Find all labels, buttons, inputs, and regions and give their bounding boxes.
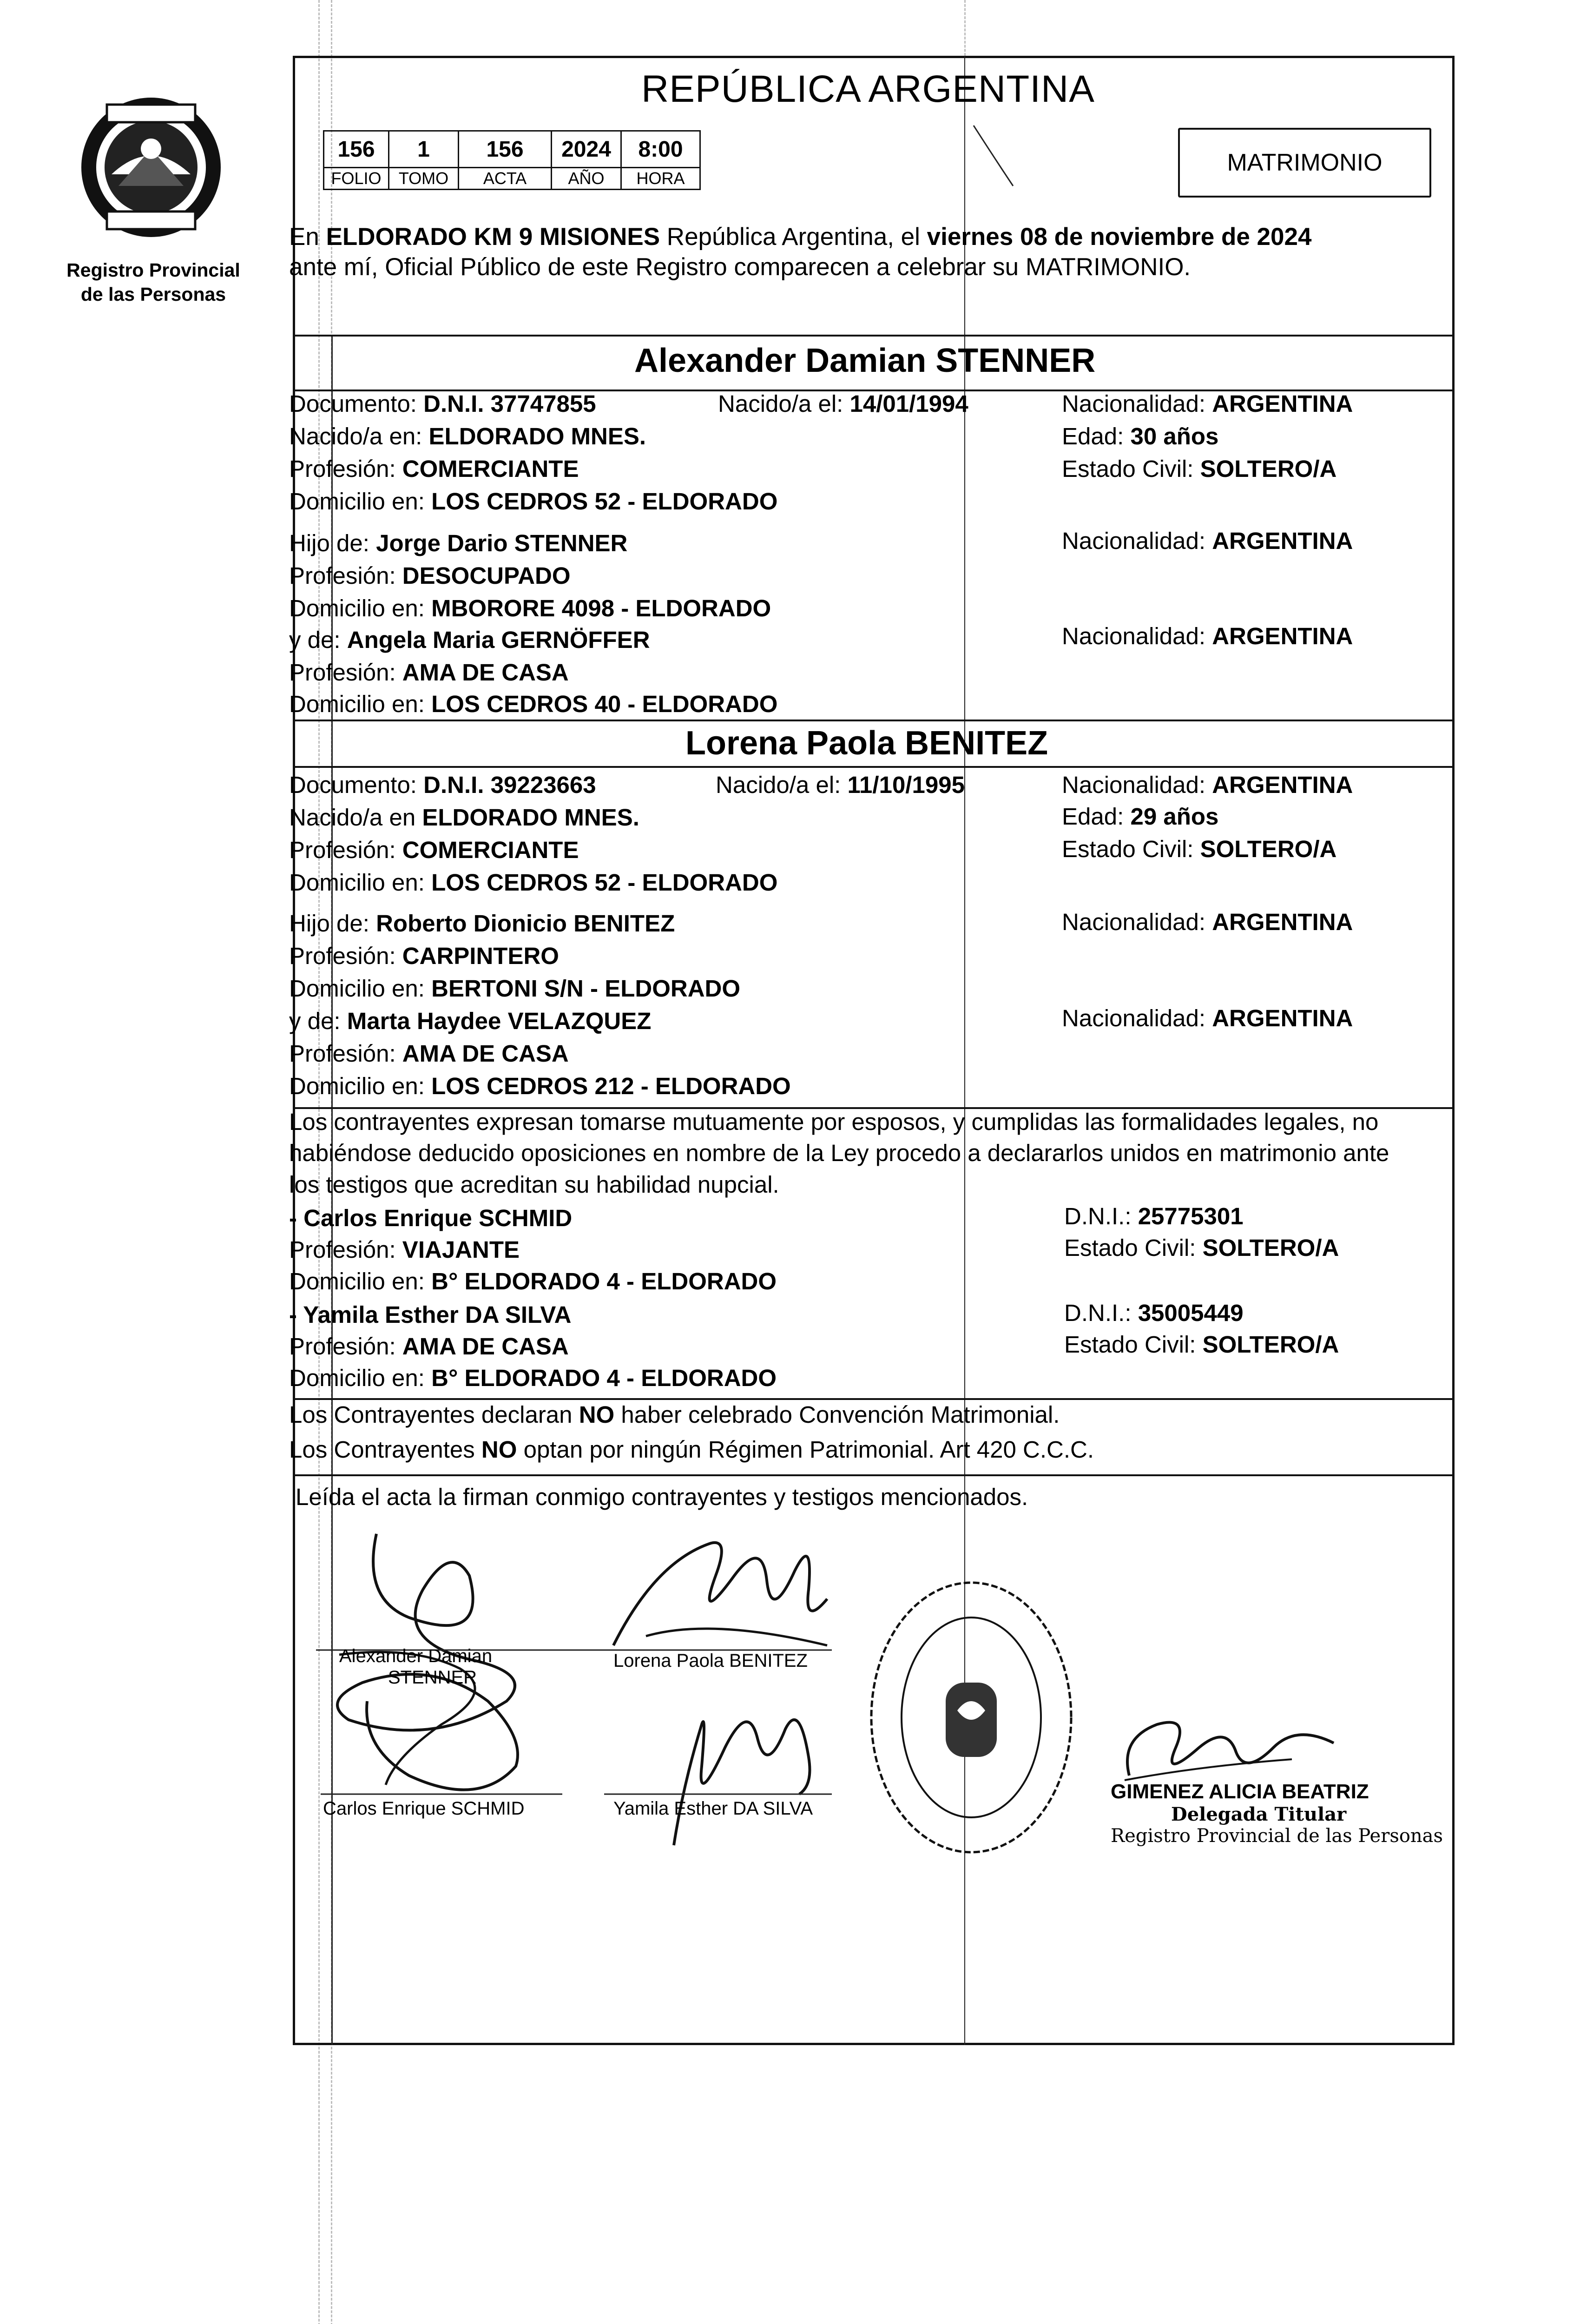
divider (293, 1474, 1455, 1476)
convention-line-2: Los Contrayentes NO optan por ningún Régimen Patrimonial. Art 420 C.C.C. (289, 1436, 1094, 1463)
spouse2-mother-profession: Profesión: AMA DE CASA (289, 1040, 569, 1067)
intro-line-1: En ELDORADO KM 9 MISIONES República Argentina, el viernes 08 de noviembre de 2024 (289, 223, 1312, 251)
anio-value: 2024 (552, 131, 621, 168)
intro-line-2: ante mí, Oficial Público de este Registro comparecen a celebrar su MATRIMONIO. (289, 253, 1191, 281)
pen-stroke-icon (971, 121, 1018, 191)
witness2-name: - Yamila Esther DA SILVA (289, 1301, 572, 1328)
spouse2-mother: y de: Marta Haydee VELAZQUEZ (289, 1008, 652, 1034)
folio-label: FOLIO (324, 168, 389, 190)
declaration-line-1: Los contrayentes expresan tomarse mutuamente por esposos, y cumplidas las formalidades legales, no (289, 1109, 1379, 1135)
record-table (323, 130, 701, 190)
witness1-civil-status: Estado Civil: SOLTERO/A (1064, 1235, 1339, 1261)
closing-line: Leída el acta la firman conmigo contrayentes y testigos mencionados. (296, 1484, 1028, 1510)
spouse2-father-address: Domicilio en: BERTONI S/N - ELDORADO (289, 975, 741, 1002)
spouse1-age: Edad: 30 años (1062, 423, 1219, 449)
folio-value: 156 (324, 131, 389, 168)
declaration-line-3: los testigos que acreditan su habilidad nupcial. (289, 1171, 779, 1198)
act-type-box (1178, 128, 1431, 198)
spouse2-age: Edad: 29 años (1062, 803, 1219, 830)
witness2-address: Domicilio en: B° ELDORADO 4 - ELDORADO (289, 1365, 777, 1391)
spouse2-mother-nationality: Nacionalidad: ARGENTINA (1062, 1005, 1353, 1031)
spouse2-nationality: Nacionalidad: ARGENTINA (1062, 772, 1353, 798)
provincial-seal-icon (74, 93, 228, 246)
acta-value: 156 (459, 131, 552, 168)
spouse2-father-nationality: Nacionalidad: ARGENTINA (1062, 909, 1353, 935)
spouse1-father-nationality: Nacionalidad: ARGENTINA (1062, 528, 1353, 554)
spouse1-name: Alexander Damian STENNER (634, 342, 1096, 379)
spouse1-nationality: Nacionalidad: ARGENTINA (1062, 390, 1353, 417)
witness1-address: Domicilio en: B° ELDORADO 4 - ELDORADO (289, 1268, 777, 1294)
spouse1-address: Domicilio en: LOS CEDROS 52 - ELDORADO (289, 488, 778, 515)
witness1-dni: D.N.I.: 25775301 (1064, 1203, 1244, 1229)
spouse1-father: Hijo de: Jorge Dario STENNER (289, 530, 628, 556)
acta-label: ACTA (459, 168, 552, 190)
divider (293, 335, 1455, 337)
spouse1-mother-nationality: Nacionalidad: ARGENTINA (1062, 623, 1353, 649)
scan-line (964, 0, 966, 56)
spouse1-born-on: Nacido/a el: 14/01/1994 (718, 390, 968, 417)
spouse1-father-profession: Profesión: DESOCUPADO (289, 562, 571, 589)
hora-value: 8:00 (621, 131, 700, 168)
spouse2-mother-address: Domicilio en: LOS CEDROS 212 - ELDORADO (289, 1073, 791, 1099)
act-type: MATRIMONIO (1227, 149, 1382, 176)
spouse1-born-in: Nacido/a en: ELDORADO MNES. (289, 423, 646, 449)
official-name: GIMENEZ ALICIA BEATRIZ (1111, 1780, 1369, 1803)
official-role: Delegada Titular (1171, 1803, 1347, 1825)
signature4-label: Yamila Esther DA SILVA (613, 1798, 813, 1819)
official-org: Registro Provincial de las Personas (1111, 1825, 1443, 1847)
spouse1-mother-address: Domicilio en: LOS CEDROS 40 - ELDORADO (289, 691, 778, 717)
divider (293, 720, 1455, 721)
spouse2-address: Domicilio en: LOS CEDROS 52 - ELDORADO (289, 869, 778, 896)
convention-line-1: Los Contrayentes declaran NO haber celebrado Convención Matrimonial. (289, 1401, 1060, 1428)
spouse1-doc: Documento: D.N.I. 37747855 (289, 390, 596, 417)
declaration-line-2: habiéndose deducido oposiciones en nombre de la Ley procedo a declararlos unidos en matrimonio ante (289, 1140, 1389, 1166)
witness1-name: - Carlos Enrique SCHMID (289, 1205, 573, 1231)
hora-label: HORA (621, 168, 700, 190)
spouse2-civil-status: Estado Civil: SOLTERO/A (1062, 836, 1337, 862)
witness2-dni: D.N.I.: 35005449 (1064, 1300, 1244, 1326)
spouse2-doc: Documento: D.N.I. 39223663 (289, 772, 596, 798)
witness2-profession: Profesión: AMA DE CASA (289, 1333, 569, 1360)
registry-stamp-icon (862, 1571, 1080, 1864)
page-title: REPÚBLICA ARGENTINA (641, 68, 1095, 110)
witness2-civil-status: Estado Civil: SOLTERO/A (1064, 1331, 1339, 1358)
tomo-label: TOMO (389, 168, 459, 190)
witness1-profession: Profesión: VIAJANTE (289, 1236, 520, 1263)
official-block (1111, 1780, 1443, 1847)
spouse1-mother-profession: Profesión: AMA DE CASA (289, 659, 569, 686)
spouse2-father: Hijo de: Roberto Dionicio BENITEZ (289, 910, 675, 937)
divider (293, 1398, 1455, 1400)
signature2-label: Lorena Paola BENITEZ (613, 1651, 808, 1671)
spouse2-born-in: Nacido/a en ELDORADO MNES. (289, 804, 639, 831)
spouse2-father-profession: Profesión: CARPINTERO (289, 943, 559, 969)
spouse1-profession: Profesión: COMERCIANTE (289, 456, 579, 482)
spouse1-civil-status: Estado Civil: SOLTERO/A (1062, 456, 1337, 482)
spouse1-father-address: Domicilio en: MBORORE 4098 - ELDORADO (289, 595, 771, 621)
spouse2-profession: Profesión: COMERCIANTE (289, 837, 579, 863)
signature3-label: Carlos Enrique SCHMID (323, 1798, 525, 1819)
divider (293, 766, 1455, 768)
tomo-value: 1 (389, 131, 459, 168)
signature1-label: Alexander Damian STENNER (339, 1646, 493, 1688)
anio-label: AÑO (552, 168, 621, 190)
registry-label: Registro Provincial de las Personas (66, 259, 240, 305)
spouse2-born-on: Nacido/a el: 11/10/1995 (716, 772, 965, 798)
spouse1-mother: y de: Angela Maria GERNÖFFER (289, 627, 650, 653)
spouse2-name: Lorena Paola BENITEZ (685, 725, 1048, 762)
